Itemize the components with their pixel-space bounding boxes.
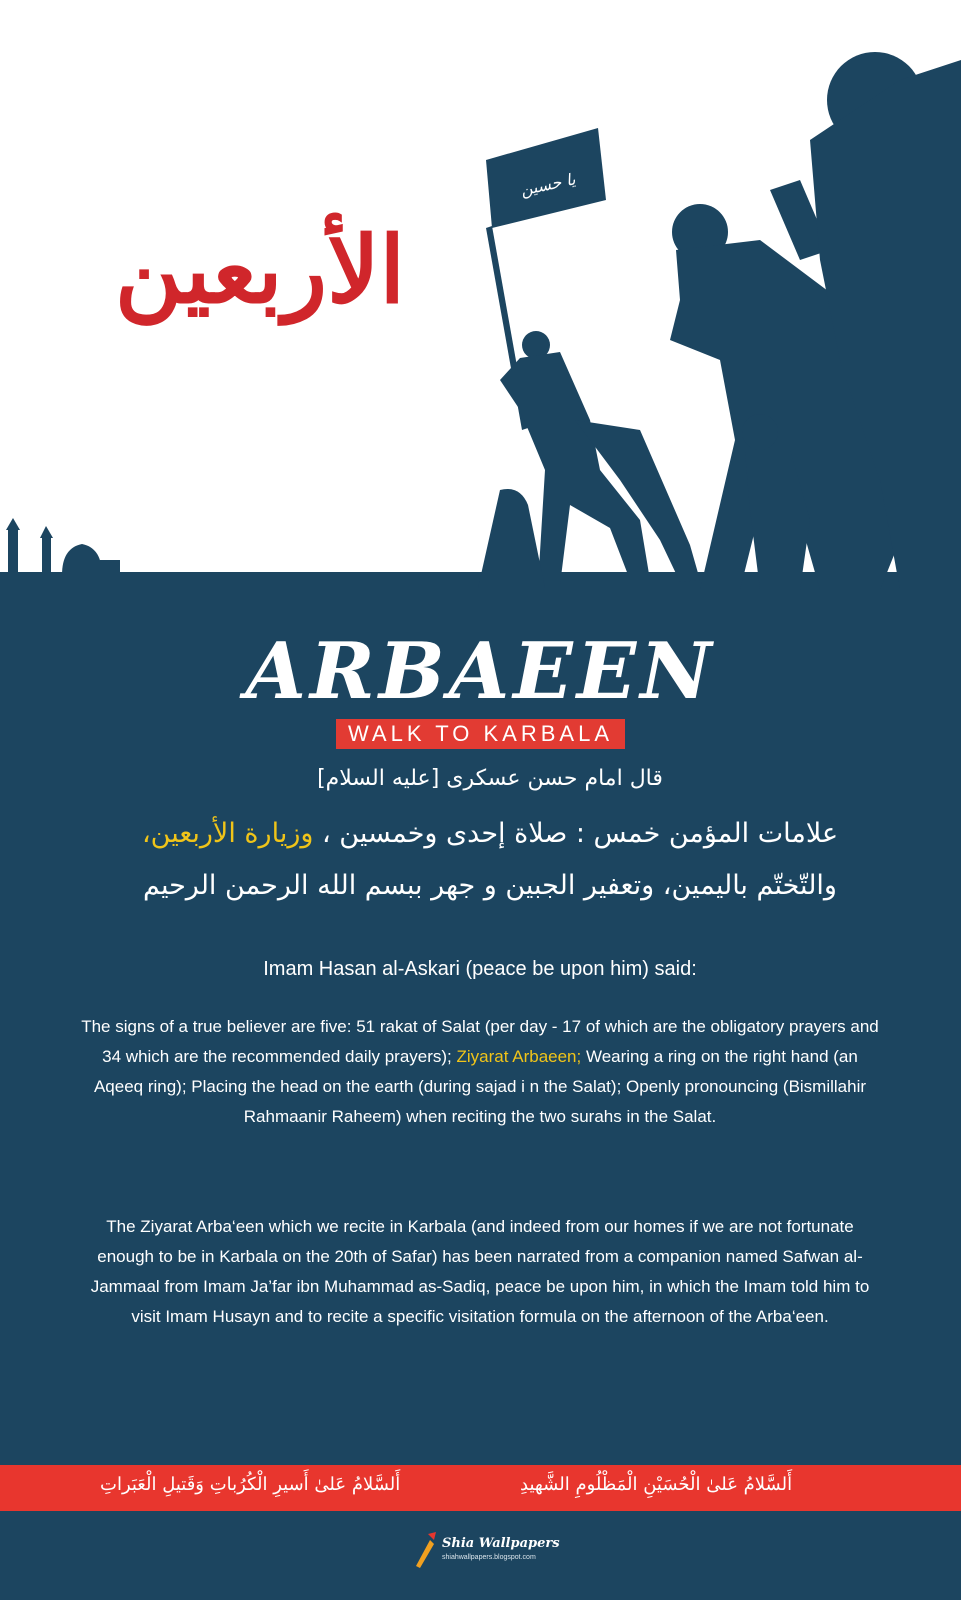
brand-url: shiahwallpapers.blogspot.com: [442, 1554, 536, 1561]
arbaeen-logo: [0, 626, 961, 749]
arabic-highlight: وزيارة الأربعين،: [141, 818, 314, 849]
english-paragraph-1: [80, 1012, 880, 1132]
flag-text: يا حسين: [518, 169, 578, 200]
brand-watermark: [412, 1530, 572, 1580]
woman-silhouette: [478, 489, 545, 588]
crowd-silhouette: [670, 52, 961, 590]
hero-area: [0, 0, 961, 600]
arabic-hadith-line-1: [60, 818, 920, 849]
logo-title: ARBAEEN: [245, 626, 716, 717]
english-highlight: Ziyarat Arbaeen;: [456, 1047, 582, 1066]
salam-right: أَلسَّلامُ عَلىٰ الْحُسَيْنِ الْمَظْلُومِ الشَّهيدِ: [520, 1474, 793, 1495]
brand-name: Shia Wallpapers: [442, 1536, 560, 1551]
english-para-part: Wearing a ring on the right hand (an Aqeeq ring); Placing the head on the earth (during sajad i n the Salat); Openly pronouncing (Bismillahir Rahmaanir Raheem) when reciting the two surahs in the Salat.: [93, 1047, 867, 1126]
arabic-title: الأربعين: [114, 216, 406, 324]
logo-subtitle: WALK TO KARBALA: [336, 719, 625, 749]
arabic-hadith-line-2: والتّختّم باليمين، وتعفير الجبين و جهر ببسم الله الرحمن الرحيم: [143, 870, 837, 901]
arabic-attribution: قال امام حسن عسکری [علیه السلام]: [317, 766, 663, 791]
english-para-part: The signs of a true believer are five: 51 rakat of Salat (per day - 17 of which are the obligatory prayers and 34 which are the recommended daily prayers);: [81, 1017, 879, 1066]
brand-logo-icon: [412, 1530, 440, 1570]
arabic-hadith-part: علامات المؤمن خمس : صلاة إحدى وخمسين ،: [313, 818, 839, 849]
salam-left: أَلسَّلامُ عَلىٰ أَسيرِ الْكُرُباتِ وَقَتيلِ الْعَبَراتِ: [100, 1474, 401, 1495]
english-heading: Imam Hasan al-Askari (peace be upon him) said:: [263, 958, 697, 980]
english-paragraph-2: The Ziyarat Arba‘een which we recite in Karbala (and indeed from our homes if we are not fortunate enough to be in Karbala on the 20th of Safar) has been narrated from a companion named Safwan al-Jammaal from Imam Ja’far ibn Muhammad as-Sadiq, peace be upon him, in which the Imam told him to visit Imam Husayn and to recite a specific visitation formula on the afternoon of the Arba‘een.: [90, 1217, 870, 1326]
